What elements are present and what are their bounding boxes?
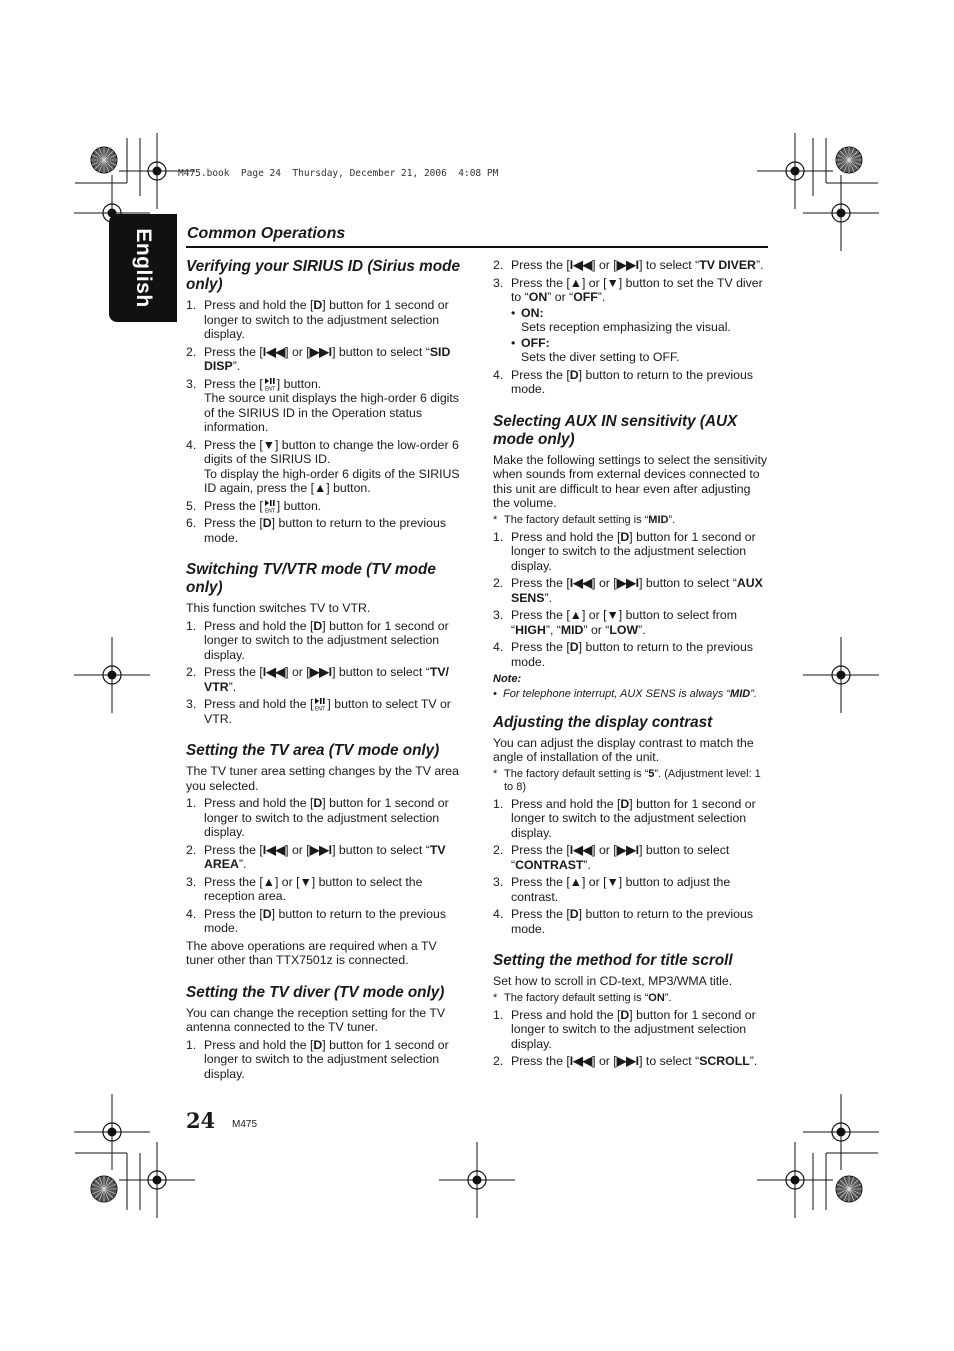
steps-tv-area [186,796,460,936]
intro-text: The TV tuner area setting changes by the TV area you selected. [186,764,459,793]
model-code: M475 [232,1119,258,1130]
step: 4. Press the [▼] button to change the low-order 6 digits of the SIRIUS ID. To display the high-order 6 digits of the SIRIUS ID again, press the [▲] button. [186,437,460,495]
registration-crosshair [119,1142,195,1218]
step: 3. Press the [▲] or [▼] button to select the reception area. [186,874,423,903]
step: 3. Press the [▲] or [▼] button to adjust the contrast. [493,875,731,904]
registration-crosshair [757,133,833,209]
default-setting-note: * The factory default setting is “ON”. [493,991,672,1004]
steps-title-scroll [493,1008,769,1069]
intro-text: You can adjust the display contrast to match the angle of installation of the unit. [493,735,754,764]
registration-crosshair [74,1094,150,1170]
step: 3. Press and hold the [ ENT ] button to select TV or VTR. [186,697,451,726]
note-heading: Note: [493,673,522,685]
step: 2. Press the [I◀◀] or [▶▶I] to select “SCROLL”. [493,1054,758,1068]
step: 1. Press and hold the [D] button for 1 second or longer to switch to the adjustment selection display. [186,298,449,341]
section-title: Common Operations [187,225,346,242]
step: 1. Press and hold the [D] button for 1 second or longer to switch to the adjustment selection display. [186,1037,449,1081]
print-book-header: M475.book Page 24 Thursday, December 21, 2006 4:08 PM [178,168,499,179]
step: 3. Press the [▲] or [▼] button to select from “HIGH”, “MID” or “LOW”. [493,608,737,637]
registration-crosshair [803,1094,879,1170]
heading-tv-area: Setting the TV area (TV mode only) [186,742,440,759]
heading-aux-sensitivity: Selecting AUX IN sensitivity (AUX mode only) [493,412,738,448]
note-bullet: • For telephone interrupt, AUX SENS is always “MID”. [493,687,757,700]
steps-aux-sensitivity [493,530,769,670]
step: 6. Press the [D] button to return to the previous mode. [186,516,446,545]
right-column [493,258,769,1072]
intro-text: Make the following settings to select the sensitivity when sounds from external devices connected to this unit are difficult to hear even after adjusting the volume. [493,452,768,510]
registration-crosshair [439,1142,515,1218]
step: 5. Press the [ ENT ] button. [186,498,322,513]
color-bar-target-mark [91,147,117,173]
step: 2. Press the [I◀◀] or [▶▶I] button to select “TV AREA”. [186,842,446,871]
intro-text: Set how to scroll in CD-text, MP3/WMA title. [493,974,733,988]
left-column [186,258,460,1084]
svg-text:ENT: ENT [315,706,326,711]
svg-text:ENT: ENT [264,386,275,391]
step: 4. Press the [D] button to return to the previous mode. [493,640,753,669]
heading-switch-tv-vtr: Switching TV/VTR mode (TV mode only) [186,561,436,596]
registration-crosshair [803,175,879,251]
title-rule [186,246,768,248]
play-pause-enter-icon [263,499,277,513]
heading-tv-diver: Setting the TV diver (TV mode only) [186,983,445,1001]
steps-switch-tv-vtr [186,619,460,727]
color-bar-target-mark [91,1176,117,1202]
play-pause-enter-icon [263,377,277,391]
heading-display-contrast: Adjusting the display contrast [493,713,713,731]
step: 3. Press the [▲] or [▼] button to set the TV diver to “ON” or “OFF”. • ON: Sets reception emphasizing the visual. • OFF: Sets the diver setting to OFF. [493,276,769,365]
step: 2. Press the [I◀◀] or [▶▶I] button to select “CONTRAST”. [493,843,730,872]
option-off: • OFF: Sets the diver setting to OFF. [511,335,680,364]
color-bar-target-mark [836,1176,862,1202]
step: 2. Press the [I◀◀] or [▶▶I] button to select “TV/ VTR”. [186,665,449,694]
step: 2. Press the [I◀◀] or [▶▶I] to select “TV DIVER”. [493,258,764,272]
page-number: 24 [186,1108,216,1133]
step: 2. Press the [I◀◀] or [▶▶I] button to select “AUX SENS”. [493,576,763,605]
step: 3. Press the [ ENT ] button. The source unit displays the high-order 6 digits of the SIRIUS ID in the Operation status information. [186,376,459,434]
play-pause-enter-icon [313,697,327,711]
step: 4. Press the [D] button to return to the previous mode. [493,367,753,396]
step: 1. Press and hold the [D] button for 1 second or longer to switch to the adjustment selection display. [493,1007,756,1051]
heading-verify-sirius-id: Verifying your SIRIUS ID (Sirius mode only) [186,258,460,293]
svg-text:ENT: ENT [264,508,275,513]
steps-display-contrast [493,797,769,937]
step: 1. Press and hold the [D] button for 1 second or longer to switch to the adjustment selection display. [493,796,756,840]
language-side-tab [109,214,177,322]
outro-text: The above operations are required when a TV tuner other than TTX7501z is connected. [186,938,437,967]
default-setting-note: * The factory default setting is “5”. (Adjustment level: 1 to 8) [493,767,761,793]
heading-title-scroll: Setting the method for title scroll [493,952,733,969]
steps-verify-sirius-id [186,298,460,545]
registration-crosshair [757,1142,833,1218]
step: 1. Press and hold the [D] button for 1 second or longer to switch to the adjustment selection display. [186,618,449,662]
color-bar-target-mark [836,147,862,173]
language-tab-label: English [132,228,155,308]
step: 1. Press and hold the [D] button for 1 second or longer to switch to the adjustment selection display. [186,796,449,839]
registration-crosshair [803,637,879,713]
option-on: • ON: Sets reception emphasizing the visual. [511,305,731,334]
step: 1. Press and hold the [D] button for 1 second or longer to switch to the adjustment selection display. [493,529,756,573]
step: 4. Press the [D] button to return to the previous mode. [493,907,753,936]
step: 4. Press the [D] button to return to the previous mode. [186,906,446,935]
step: 2. Press the [I◀◀] or [▶▶I] button to select “SID DISP”. [186,344,451,373]
registration-crosshair [74,637,150,713]
intro-text: You can change the reception setting for the TV antenna connected to the TV tuner. [186,1005,446,1034]
steps-tv-diver [186,1038,460,1082]
default-setting-note: * The factory default setting is “MID”. [493,513,676,526]
steps-tv-diver-continued [493,258,769,397]
intro-text: This function switches TV to VTR. [186,601,371,615]
